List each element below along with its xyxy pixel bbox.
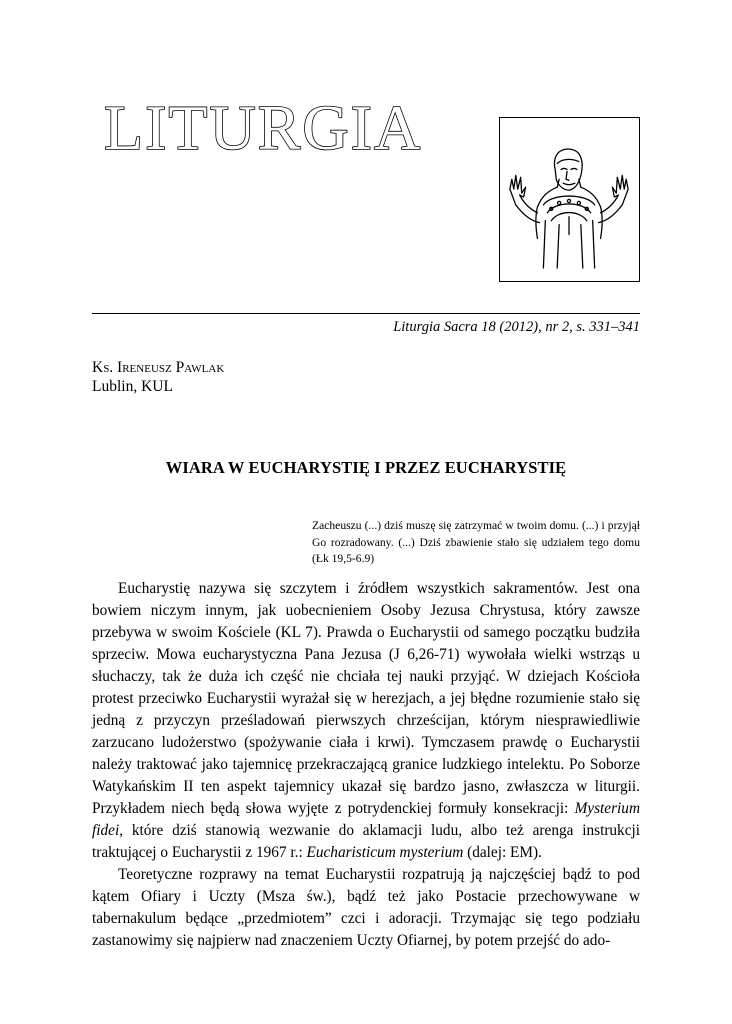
paragraph-text: , które dziś stanowią wezwanie do aklamacji ludu, albo też arenga instrukcji traktującej o Eucharystii z 1967 r.: bbox=[92, 822, 640, 861]
paragraph-text: Eucharystię nazywa się szczytem i źródłem wszystkich sakramentów. Jest ona bowiem niczym innym, jak uobecnieniem Osoby Jezusa Chrystusa, który zawsze przebywa w swoim Kościele (KL 7). Prawda o Eucharystii od samego początku budziła sprzeciw. Mowa eucharystyczna Pana Jezusa (J 6,26-71) wywołała wielki wstrząs u słuchaczy, tak że duża ich część nie chciała tej nauki przyjąć. W dziejach Kościoła protest przeciwko Eucharystii wyrażał się w herezjach, a jej błędne rozumienie stało się jedną z przyczyn prześladowań pierwszych chrześcijan, którym niesprawiedliwie zarzucano ludożerstwo (spożywanie ciała i krwi). Tymczasem prawdę o Eucharystii należy traktować jako tajemnicę przekraczającą granice ludzkiego intelektu. Po Soborze Watykańskim II ten aspekt tajemnicy ukazał się bardzo jasno, zwłaszcza w liturgii. Przykładem niech będą słowa wyjęte z potrydenckiej formuły konsekracji: bbox=[92, 580, 640, 817]
italic-term: Eucharisticum mysterium bbox=[306, 844, 464, 861]
journal-citation: Liturgia Sacra 18 (2012), nr 2, s. 331–341 bbox=[393, 319, 640, 335]
orant-figure-icon bbox=[500, 118, 639, 281]
paragraph bbox=[92, 578, 640, 864]
header-rule bbox=[92, 313, 640, 314]
article-body bbox=[92, 578, 640, 952]
article-title: WIARA W EUCHARYSTIĘ I PRZEZ EUCHARYSTIĘ bbox=[165, 458, 567, 477]
author-name: Ks. Ireneusz Pawlak bbox=[92, 359, 225, 376]
italic-term: Mysterium fidei bbox=[92, 800, 640, 839]
journal-logo bbox=[499, 117, 640, 282]
author-affiliation: Lublin, KUL bbox=[92, 378, 173, 395]
author-block bbox=[92, 358, 224, 396]
epigraph: Zacheuszu (...) dziś muszę się zatrzymać w twoim domu. (...) i przyjął Go rozradowany. (...) Dziś zbawienie stało się udziałem tego domu (Łk 19,5-6.9) bbox=[312, 519, 640, 565]
journal-title: LITURGIA bbox=[104, 92, 423, 163]
paragraph-text: (dalej: EM). bbox=[463, 844, 542, 861]
paragraph: Teoretyczne rozprawy na temat Eucharystii rozpatrują ją najczęściej bądź to pod kątem Ofiary i Uczty (Msza św.), bądź też jako Postacie przechowywane w tabernakulum będące „przedmiotem” czci i adoracji. Trzymając się tego podziału zastanowimy się najpierw nad znaczeniem Uczty Ofiarnej, by potem przejść do ado- bbox=[92, 866, 640, 949]
